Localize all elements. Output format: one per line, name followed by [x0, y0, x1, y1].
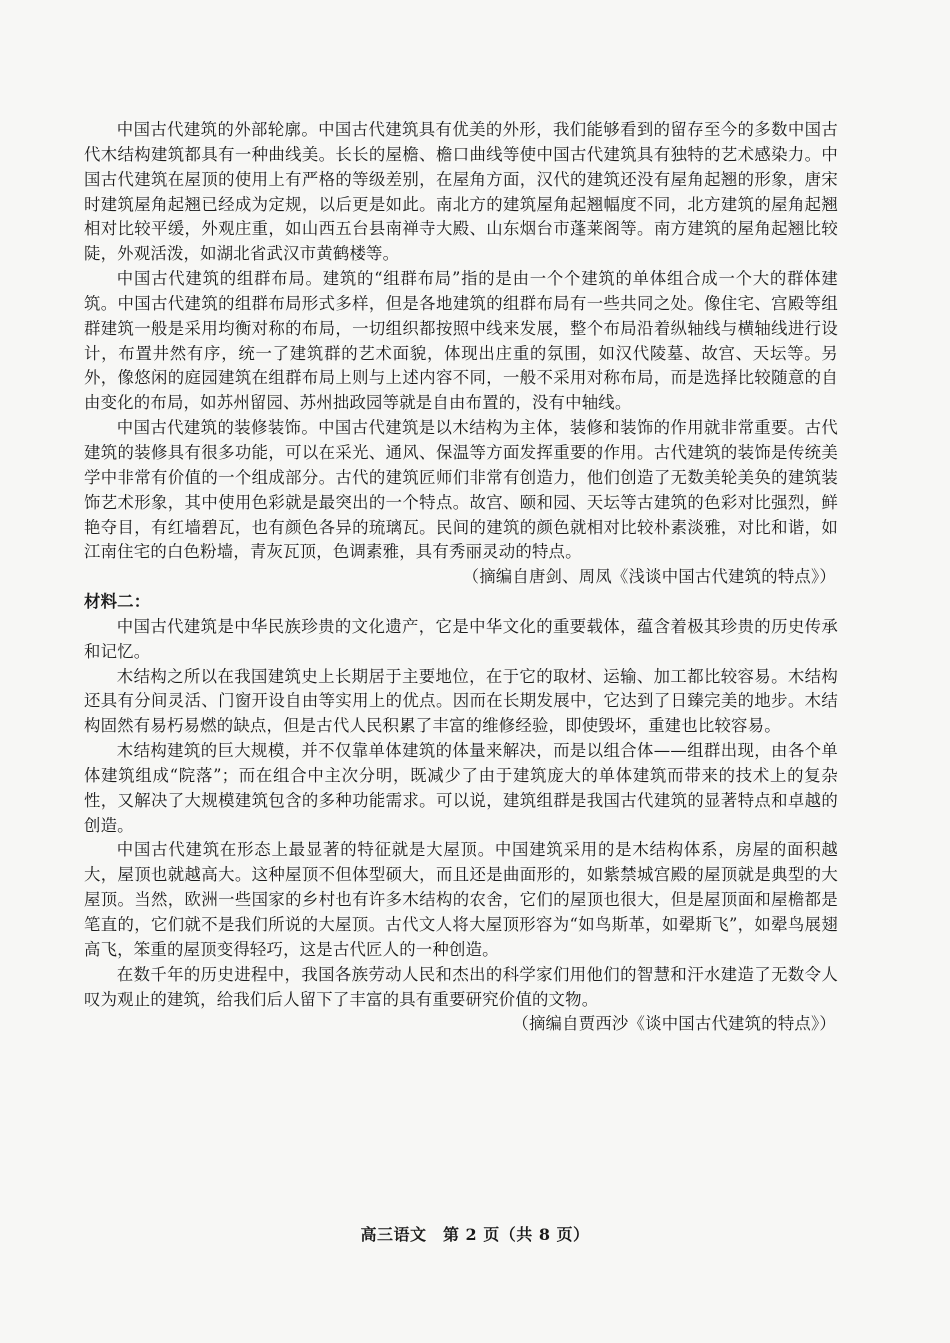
material-2-heading: 材料二：: [84, 592, 151, 612]
source-citation-material-1: （摘编自唐剑、周凤《浅谈中国古代建筑的特点》）: [462, 567, 836, 587]
paragraph-cultural-heritage: 中国古代建筑是中华民族珍贵的文化遗产，它是中华文化的重要载体，蕴含着极其珍贵的历史传承和记忆。: [84, 616, 838, 661]
paragraph-big-roof: 中国古代建筑在形态上最显著的特征就是大屋顶。中国建筑采用的是木结构体系，房屋的面积越大，屋顶也就越高大。这种屋顶不但体型硕大，而且还是曲面形的，如紫禁城宫殿的屋顶就是典型的大屋顶。当然，欧洲一些国家的乡村也有许多木结构的农舍，它们的屋顶也很大，但是屋顶面和屋檐都是笔直的，它们就不是我们所说的大屋顶。古代文人将大屋顶形容为“如鸟斯革，如翚斯飞”，如翚鸟展翅高飞，笨重的屋顶变得轻巧，这是古代匠人的一种创造。: [84, 840, 838, 959]
page-footer: 高三语文 第 2 页（共 8 页）: [360, 1225, 590, 1244]
paragraph-building-groups: 木结构建筑的巨大规模，并不仅靠单体建筑的体量来解决，而是以组合体——组群出现，由各个单体建筑组成“院落”；而在组合中主次分明，既减少了由于建筑庞大的单体建筑而带来的技术上的复杂性，又解决了大规模建筑包含的多种功能需求。可以说，建筑组群是我国古代建筑的显著特点和卓越的创造。: [84, 741, 838, 835]
page-content: [84, 118, 838, 1037]
paragraph-decoration: 中国古代建筑的装修装饰。中国古代建筑是以木结构为主体，装修和装饰的作用就非常重要。古代建筑的装修具有很多功能，可以在采光、通风、保温等方面发挥重要的作用。古代建筑的装饰是传统美学中非常有价值的一个组成部分。古代的建筑匠师们非常有创造力，他们创造了无数美轮美奂的建筑装饰艺术形象，其中使用色彩就是最突出的一个特点。故宫、颐和园、天坛等古建筑的色彩对比强烈，鲜艳夺目，有红墙碧瓦，也有颜色各异的琉璃瓦。民间的建筑的颜色就相对比较朴素淡雅，对比和谐，如江南住宅的白色粉墙，青灰瓦顶，色调素雅，具有秀丽灵动的特点。: [84, 418, 838, 562]
paragraph-legacy: 在数千年的历史进程中，我国各族劳动人民和杰出的科学家们用他们的智慧和汗水建造了无数令人叹为观止的建筑，给我们后人留下了丰富的具有重要研究价值的文物。: [84, 964, 838, 1009]
paragraph-wood-structure: 木结构之所以在我国建筑史上长期居于主要地位，在于它的取材、运输、加工都比较容易。木结构还具有分间灵活、门窗开设自由等实用上的优点。因而在长期发展中，它达到了日臻完美的地步。木结构固然有易朽易燃的缺点，但是古代人民积累了丰富的维修经验，即使毁坏，重建也比较容易。: [84, 666, 838, 736]
source-citation-material-2: （摘编自贾西沙《谈中国古代建筑的特点》）: [512, 1014, 836, 1034]
paragraph-outer-contour: 中国古代建筑的外部轮廓。中国古代建筑具有优美的外形，我们能够看到的留存至今的多数中国古代木结构建筑都具有一种曲线美。长长的屋檐、檐口曲线等使中国古代建筑具有独特的艺术感染力。中国古代建筑在屋顶的使用上有严格的等级差别，在屋角方面，汉代的建筑还没有屋角起翘的形象，唐宋时建筑屋角起翘已经成为定规，以后更是如此。南北方的建筑屋角起翘幅度不同，北方建筑的屋角起翘相对比较平缓，外观庄重，如山西五台县南禅寺大殿、山东烟台市蓬莱阁等。南方建筑的屋角起翘比较陡，外观活泼，如湖北省武汉市黄鹤楼等。: [84, 120, 838, 264]
paragraph-group-layout: 中国古代建筑的组群布局。建筑的“组群布局”指的是由一个个建筑的单体组合成一个大的群体建筑。中国古代建筑的组群布局形式多样，但是各地建筑的组群布局有一些共同之处。像住宅、宫殿等组群建筑一般是采用均衡对称的布局，一切组织都按照中线来发展，整个布局沿着纵轴线与横轴线进行设计，布置井然有序，统一了建筑群的艺术面貌，体现出庄重的氛围，如汉代陵墓、故宫、天坛等。另外，像悠闲的庭园建筑在组群布局上则与上述内容不同，一般不采用对称布局，而是选择比较随意的自由变化的布局，如苏州留园、苏州拙政园等就是自由布置的，没有中轴线。: [84, 269, 838, 413]
